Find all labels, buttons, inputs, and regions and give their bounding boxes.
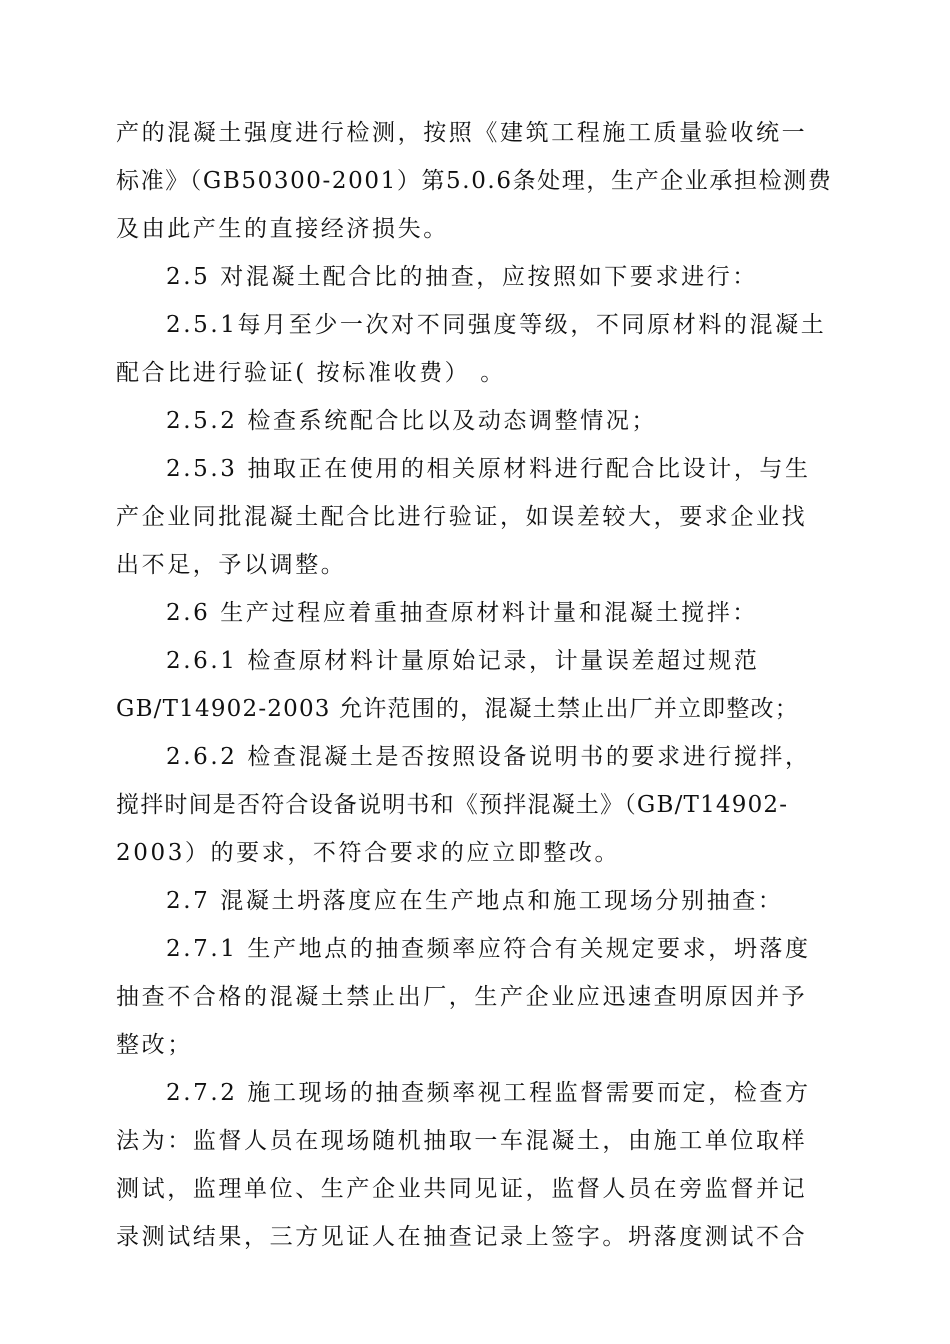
text-line: 2.5.2 检查系统配合比以及动态调整情况； xyxy=(166,408,658,434)
text-line: 录测试结果，三方见证人在抽查记录上签字。坍落度测试不合 xyxy=(116,1224,808,1250)
text-line: 2.5.3 抽取正在使用的相关原材料进行配合比设计，与生 xyxy=(166,456,811,482)
text-line: 出不足，予以调整。 xyxy=(116,552,347,578)
text-line: 2.7.1 生产地点的抽查频率应符合有关规定要求，坍落度 xyxy=(166,936,811,962)
section-heading-2-7: 2.7 混凝土坍落度应在生产地点和施工现场分别抽查： xyxy=(166,888,784,914)
section-heading-2-5: 2.5 对混凝土配合比的抽查，应按照如下要求进行： xyxy=(166,264,758,290)
text-line: 2.6.2 检查混凝土是否按照设备说明书的要求进行搅拌， xyxy=(166,744,811,770)
text-line: GB/T14902-2003 允许范围的，混凝土禁止出厂并立即整改； xyxy=(116,696,799,722)
text-line: 搅拌时间是否符合设备说明书和《预拌混凝土》（GB/T14902- xyxy=(116,792,789,818)
text-line: 2.5.1每月至少一次对不同强度等级，不同原材料的混凝土 xyxy=(166,312,827,338)
text-line: 整改； xyxy=(116,1032,193,1058)
text-line: 2.6.1 检查原材料计量原始记录，计量误差超过规范 xyxy=(166,648,760,674)
text-line: 及由此产生的直接经济损失。 xyxy=(116,216,449,242)
section-heading-2-6: 2.6 生产过程应着重抽查原材料计量和混凝土搅拌： xyxy=(166,600,758,626)
text-line: 测试，监理单位、生产企业共同见证，监督人员在旁监督并记 xyxy=(116,1176,808,1202)
text-line: 2.7.2 施工现场的抽查频率视工程监督需要而定，检查方 xyxy=(166,1080,811,1106)
text-line: 2003）的要求，不符合要求的应立即整改。 xyxy=(116,840,621,866)
text-line: 标准》（GB50300-2001）第5.0.6条处理，生产企业承担检测费 xyxy=(116,168,833,194)
text-line: 配合比进行验证( 按标准收费） 。 xyxy=(116,360,506,386)
text-line: 抽查不合格的混凝土禁止出厂，生产企业应迅速查明原因并予 xyxy=(116,984,808,1010)
text-line: 产企业同批混凝土配合比进行验证，如误差较大，要求企业找 xyxy=(116,504,808,530)
text-line: 法为：监督人员在现场随机抽取一车混凝土，由施工单位取样 xyxy=(116,1128,808,1154)
text-line: 产的混凝土强度进行检测，按照《建筑工程施工质量验收统一 xyxy=(116,120,808,146)
